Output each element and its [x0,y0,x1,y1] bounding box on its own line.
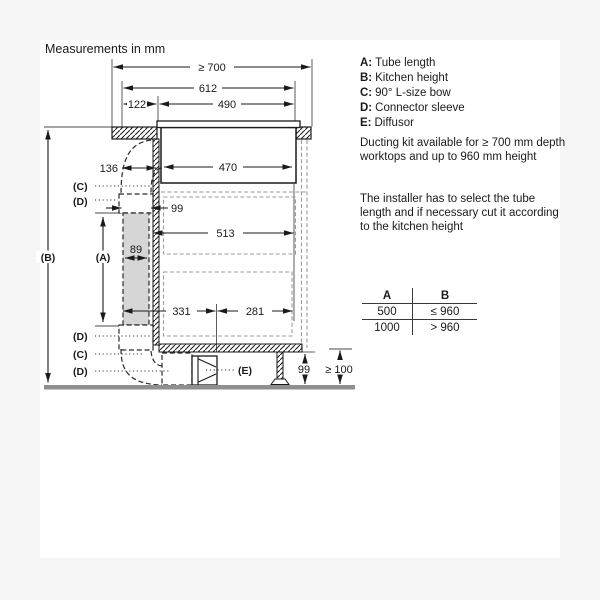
diffusor [192,356,217,385]
legend-text: Diffusor [374,117,414,129]
dim-floor-clearance: ≥ 100 [325,364,353,376]
hob-body [161,128,296,184]
flat-tube [123,213,149,325]
legend-text: Tube length [375,57,436,69]
legend-text: Kitchen height [375,72,449,84]
table-cell: > 960 [430,321,460,334]
table-row [362,304,477,320]
dim-left-offset: 122 [127,99,147,111]
upper-connector-sleeve [119,194,153,213]
legend-item-e [360,116,465,131]
legend-key: A: [360,57,373,69]
legend-key: D: [360,102,373,114]
plinth-leg [271,352,289,385]
diagram-title: Measurements in mm [45,42,166,56]
table-cell: 1000 [362,320,413,336]
note-ducting-kit: Ducting kit available for ≥ 700 mm depth worktops and up to 960 mm height [360,137,566,163]
lower-connector-sleeve [119,325,153,350]
dim-back-gap: 136 [99,163,118,175]
lower-l-bow [121,349,163,385]
table-cell: ≤ 960 [413,304,478,320]
cabinet-side-wall [153,139,159,345]
legend-item-b [360,71,465,86]
legend-item-c [360,86,465,101]
legend-text: Connector sleeve [375,102,465,114]
legend-key: C: [360,87,373,99]
dim-sleeve-width: 99 [171,203,184,215]
label-bow-top: (C) [73,181,88,193]
legend-key: E: [360,117,372,129]
table-header-a: A [362,288,413,304]
floor-line [44,385,355,390]
dim-hob-width: 612 [198,83,218,95]
dim-depth-min: ≥ 700 [198,62,226,74]
label-diffusor: (E) [238,365,252,377]
label-tube-length: (A) [95,252,111,264]
tube-length-table [362,288,477,335]
label-kitchen-height: (B) [40,252,56,264]
dim-tube-width: 89 [129,244,143,256]
legend-item-a [360,56,465,71]
dim-right-span: 281 [245,306,265,318]
dim-plinth-height: 99 [297,364,311,376]
note-installer: The installer has to select the tube length and if necessary cut it according to the kitchen height [360,193,559,233]
legend-item-d [360,101,465,116]
dim-right-width: 490 [217,99,237,111]
table-row [362,320,477,336]
legend-key: B: [360,72,373,84]
dim-inner-width: 513 [216,228,235,240]
dim-left-span: 331 [172,306,191,318]
dim-body-width: 470 [218,162,238,174]
bow-outlet-sleeve [162,353,192,385]
cabinet-bottom-panel [159,344,302,352]
legend [360,56,465,131]
label-bow-bottom: (C) [73,349,88,361]
table-cell: 500 [362,304,413,320]
table-header-b: B [413,288,478,304]
legend-text: 90° L-size bow [375,87,451,99]
extension-lines [44,59,352,352]
label-connector-mid: (D) [73,331,88,343]
leader-lines [95,186,235,371]
label-connector-top: (D) [73,196,88,208]
label-connector-bottom: (D) [73,366,88,378]
hob-top-plate [157,121,300,128]
